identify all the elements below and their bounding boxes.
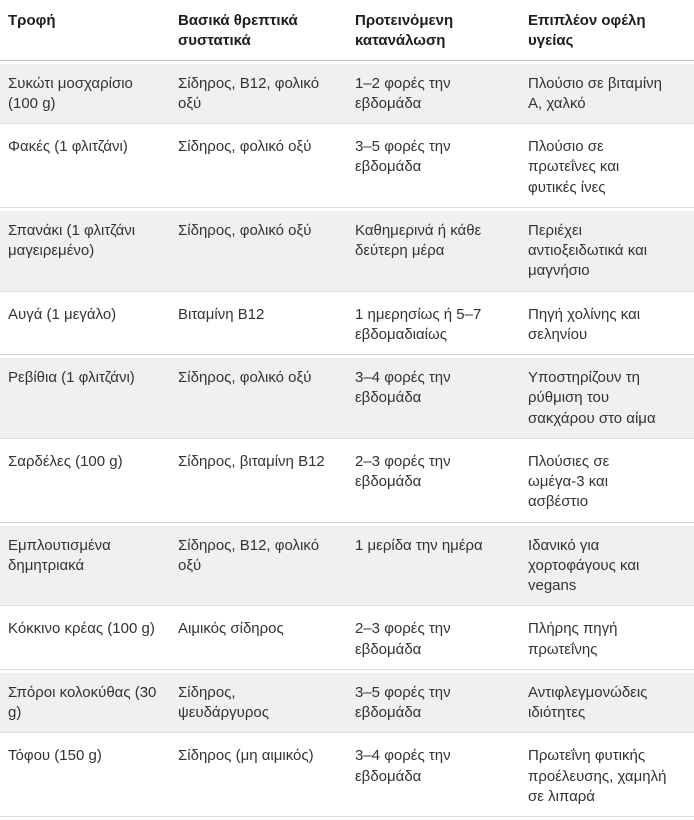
table-row — [0, 609, 694, 670]
cell-food: Τόφου (150 g) — [0, 736, 170, 817]
cell-nutrients: Βιταμίνη B12 — [170, 295, 347, 356]
cell-food: Σπόροι κολοκύθας (30 g) — [0, 673, 170, 734]
cell-food: Σπανάκι (1 φλιτζάνι μαγειρεμένο) — [0, 211, 170, 292]
table-row — [0, 211, 694, 292]
cell-consumption: Καθημερινά ή κάθε δεύτερη μέρα — [347, 211, 520, 292]
cell-consumption: 1 μερίδα την ημέρα — [347, 526, 520, 607]
cell-benefits: Πηγή χολίνης και σεληνίου — [520, 295, 694, 356]
cell-benefits: Πλούσιο σε πρωτεΐνες και φυτικές ίνες — [520, 127, 694, 208]
header-cell-consumption: Προτεινόμενη κατανάλωση — [347, 3, 520, 61]
table-row — [0, 64, 694, 125]
cell-benefits: Περιέχει αντιοξειδωτικά και μαγνήσιο — [520, 211, 694, 292]
cell-food: Αυγά (1 μεγάλο) — [0, 295, 170, 356]
cell-nutrients: Σίδηρος, φολικό οξύ — [170, 211, 347, 292]
cell-food: Ρεβίθια (1 φλιτζάνι) — [0, 358, 170, 439]
table-row — [0, 673, 694, 734]
cell-food: Εμπλουτισμένα δημητριακά — [0, 526, 170, 607]
cell-food: Φακές (1 φλιτζάνι) — [0, 127, 170, 208]
cell-benefits: Πρωτεΐνη φυτικής προέλευσης, χαμηλή σε λιπαρά — [520, 736, 694, 817]
table-body — [0, 64, 694, 818]
table-header — [0, 3, 694, 61]
cell-consumption: 3–4 φορές την εβδομάδα — [347, 736, 520, 817]
cell-benefits: Αντιφλεγμονώδεις ιδιότητες — [520, 673, 694, 734]
cell-benefits: Πλούσιο σε βιταμίνη Α, χαλκό — [520, 64, 694, 125]
cell-consumption: 3–5 φορές την εβδομάδα — [347, 673, 520, 734]
cell-benefits: Υποστηρίζουν τη ρύθμιση του σακχάρου στο αίμα — [520, 358, 694, 439]
header-row — [0, 3, 694, 61]
cell-consumption: 1 ημερησίως ή 5–7 εβδομαδιαίως — [347, 295, 520, 356]
cell-consumption: 3–5 φορές την εβδομάδα — [347, 127, 520, 208]
cell-nutrients: Σίδηρος, βιταμίνη B12 — [170, 442, 347, 523]
cell-benefits: Πλούσιες σε ωμέγα-3 και ασβέστιο — [520, 442, 694, 523]
header-cell-nutrients: Βασικά θρεπτικά συστατικά — [170, 3, 347, 61]
cell-food: Κόκκινο κρέας (100 g) — [0, 609, 170, 670]
cell-consumption: 3–4 φορές την εβδομάδα — [347, 358, 520, 439]
table-row — [0, 526, 694, 607]
cell-food: Συκώτι μοσχαρίσιο (100 g) — [0, 64, 170, 125]
header-cell-benefits: Επιπλέον οφέλη υγείας — [520, 3, 694, 61]
cell-nutrients: Σίδηρος, B12, φολικό οξύ — [170, 526, 347, 607]
cell-nutrients: Σίδηρος, φολικό οξύ — [170, 358, 347, 439]
cell-consumption: 1–2 φορές την εβδομάδα — [347, 64, 520, 125]
cell-consumption: 2–3 φορές την εβδομάδα — [347, 442, 520, 523]
cell-nutrients: Σίδηρος, B12, φολικό οξύ — [170, 64, 347, 125]
table-row — [0, 295, 694, 356]
cell-nutrients: Σίδηρος, ψευδάργυρος — [170, 673, 347, 734]
cell-nutrients: Σίδηρος, φολικό οξύ — [170, 127, 347, 208]
table-row — [0, 127, 694, 208]
cell-consumption: 2–3 φορές την εβδομάδα — [347, 609, 520, 670]
cell-benefits: Ιδανικό για χορτοφάγους και vegans — [520, 526, 694, 607]
cell-benefits: Πλήρης πηγή πρωτεΐνης — [520, 609, 694, 670]
cell-nutrients: Σίδηρος (μη αιμικός) — [170, 736, 347, 817]
cell-food: Σαρδέλες (100 g) — [0, 442, 170, 523]
cell-nutrients: Αιμικός σίδηρος — [170, 609, 347, 670]
table-row — [0, 442, 694, 523]
table-row — [0, 736, 694, 817]
header-cell-food: Τροφή — [0, 3, 170, 61]
table-row — [0, 358, 694, 439]
